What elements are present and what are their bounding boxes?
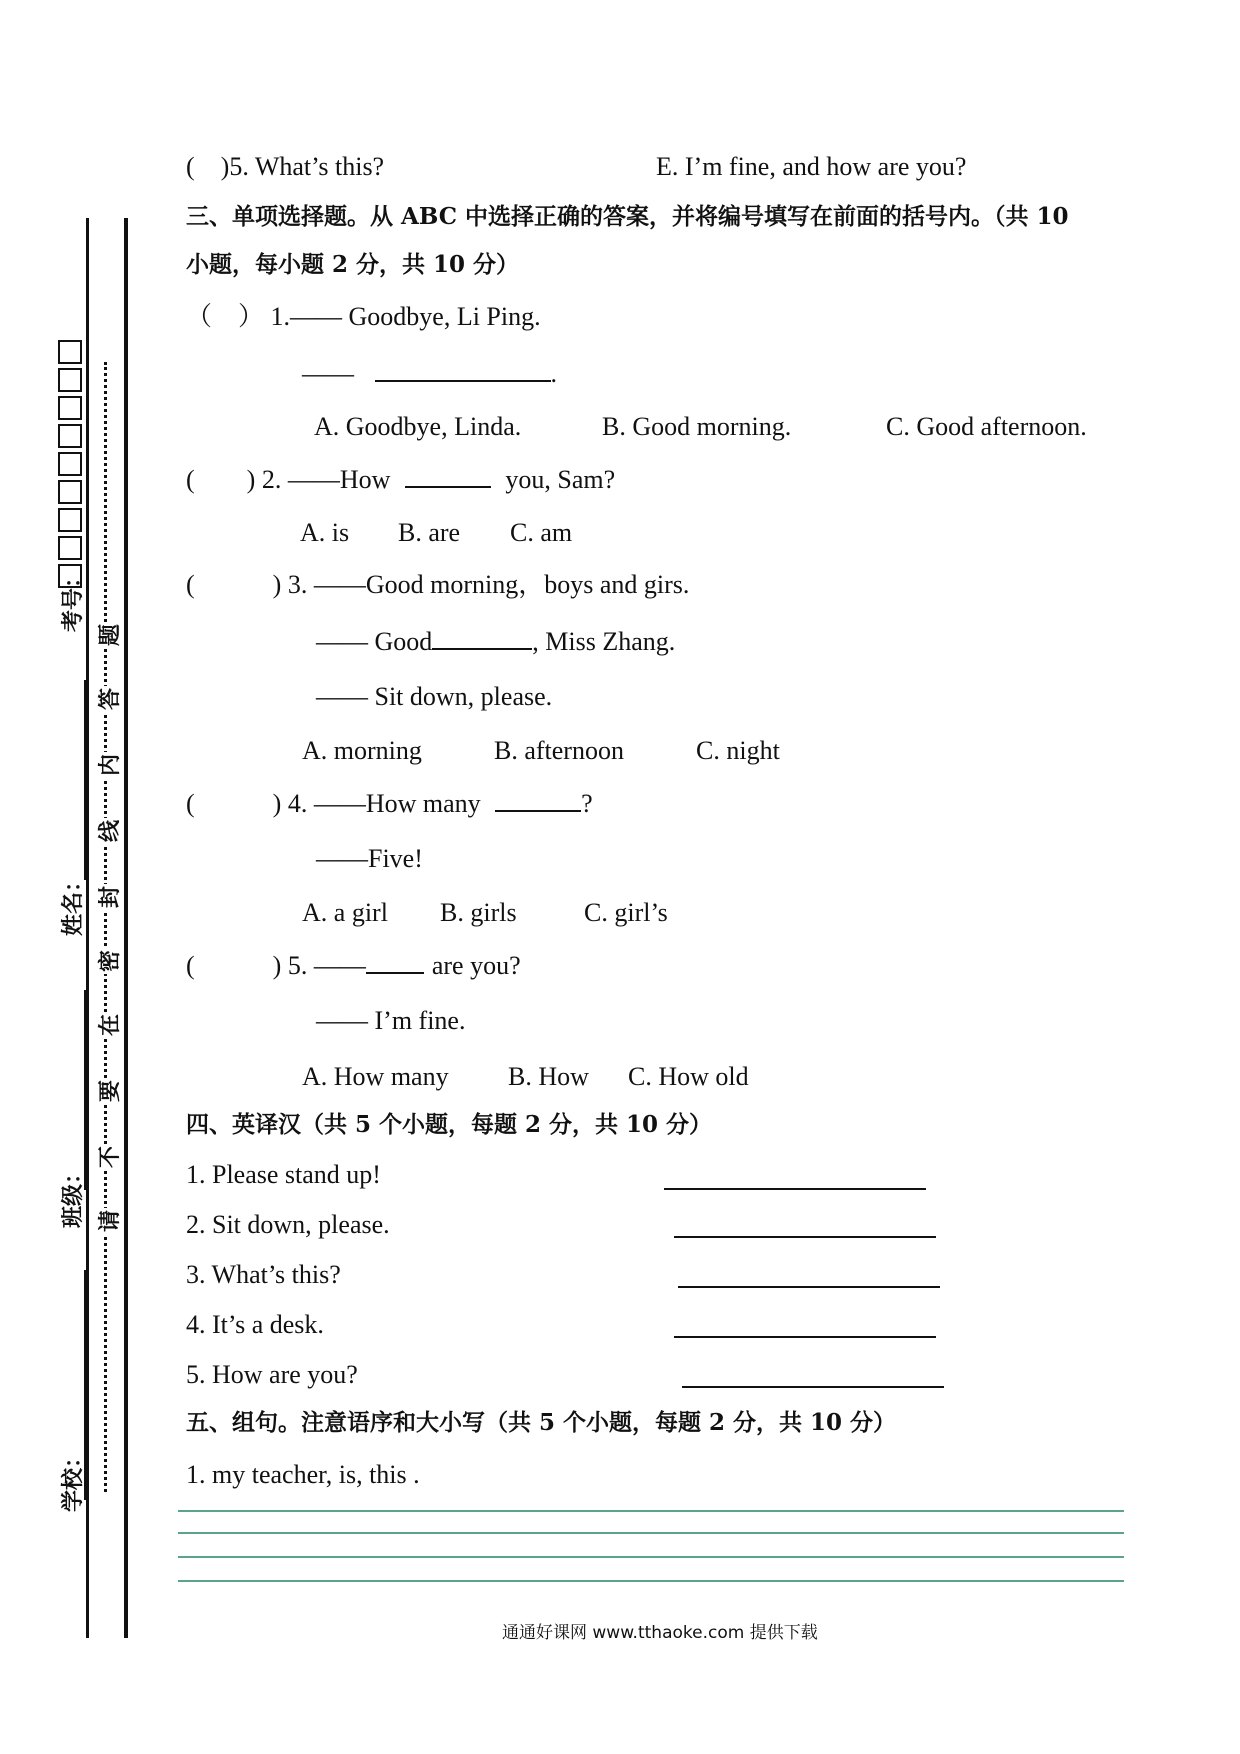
q5-reply: —— I’m fine. [316, 1006, 466, 1035]
q3-option-c: C. night [696, 736, 780, 765]
section5-heading: 五、组句。注意语序和大小写（共 5 个小题，每题 2 分，共 10 分） [186, 1409, 897, 1436]
q3-option-b: B. afternoon [494, 736, 624, 765]
q3-blank[interactable] [432, 626, 532, 650]
q2-option-a: A. is [300, 518, 350, 547]
q2-stem-start: ( ) 2. ——How [186, 465, 391, 494]
q5-stem-end: are you? [431, 951, 521, 980]
translate-item-3: 3. What’s this? [186, 1260, 341, 1289]
q1-blank[interactable] [375, 358, 551, 382]
translate-item-2: 2. Sit down, please. [186, 1210, 390, 1239]
exam-number-box[interactable] [58, 536, 82, 560]
answer-line-5[interactable] [682, 1386, 944, 1388]
q5-option-b: B. How [508, 1062, 589, 1091]
seal-char: 请 [98, 1210, 123, 1233]
q2-stem-end: you, Sam? [505, 465, 616, 494]
school-label: 学校： [61, 1445, 86, 1512]
q2-blank[interactable] [405, 464, 491, 488]
seal-char: 内 [98, 754, 123, 777]
q4-option-b: B. girls [440, 898, 517, 927]
answer-line-3[interactable] [678, 1286, 940, 1288]
seal-char: 题 [98, 624, 123, 647]
section3-heading-cont: 小题，每小题 2 分，共 10 分） [186, 251, 520, 278]
q1-reply-dash: —— [302, 359, 354, 388]
translate-item-5: 5. How are you? [186, 1360, 358, 1389]
q2-option-b: B. are [398, 518, 461, 547]
q4-option-c: C. girl’s [584, 898, 668, 927]
reorder-item-1: 1. my teacher, is, this . [186, 1460, 420, 1489]
q2-option-c: C. am [510, 518, 573, 547]
section3-heading: 三、单项选择题。从 ABC 中选择正确的答案，并将编号填写在前面的括号内。（共 10 [186, 203, 1069, 230]
class-field-line[interactable] [84, 990, 86, 1190]
exam-number-box[interactable] [58, 368, 82, 392]
q1-option-a: A. Goodbye, Linda. [314, 412, 522, 441]
q3-reply-1-end: , Miss Zhang. [532, 627, 676, 656]
q5-blank[interactable] [366, 950, 424, 974]
q2-stem [186, 464, 615, 495]
q1-option-c: C. Good afternoon. [886, 412, 1087, 441]
q5-stem [186, 950, 521, 981]
exam-number-box[interactable] [58, 452, 82, 476]
answer-line-4[interactable] [674, 1336, 936, 1338]
q3-stem: ( ) 3. ——Good morning，boys and girs. [186, 570, 690, 599]
seal-char: 在 [98, 1014, 123, 1037]
q4-stem [186, 788, 593, 819]
q1-reply-end: . [550, 359, 557, 388]
q4-blank[interactable] [495, 788, 581, 812]
writing-guide-line[interactable] [178, 1532, 1124, 1534]
translate-item-4: 4. It’s a desk. [186, 1310, 324, 1339]
q3-reply-1 [316, 626, 675, 657]
q3-reply-2: —— Sit down, please. [316, 682, 553, 711]
q5-option-c: C. How old [628, 1062, 749, 1091]
exam-number-box[interactable] [58, 508, 82, 532]
writing-guide-line[interactable] [178, 1580, 1124, 1582]
q1-reply [302, 358, 557, 389]
q1-stem: （ ） 1.—— Goodbye, Li Ping. [186, 302, 541, 331]
q1-option-b: B. Good morning. [602, 412, 792, 441]
q4-option-a: A. a girl [302, 898, 388, 927]
q5-option-a: A. How many [302, 1062, 449, 1091]
prev-question-5: ( )5. What’s this? [186, 152, 385, 181]
class-label: 班级： [61, 1161, 86, 1228]
name-label: 姓名： [61, 869, 86, 936]
seal-char: 密 [98, 950, 123, 973]
seal-char: 要 [98, 1080, 123, 1103]
seal-char: 答 [98, 688, 123, 711]
q3-reply-1-start: —— Good [316, 627, 433, 656]
section4-heading: 四、英译汉（共 5 个小题，每题 2 分，共 10 分） [186, 1111, 713, 1138]
exam-number-box[interactable] [58, 480, 82, 504]
q4-stem-start: ( ) 4. ——How many [186, 789, 481, 818]
footer-source: 通通好课网 www.tthaoke.com 提供下载 [502, 1623, 818, 1643]
q4-reply: ——Five! [316, 844, 423, 873]
prev-option-e: E. I’m fine, and how are you? [656, 152, 967, 181]
q3-option-a: A. morning [302, 736, 422, 765]
exam-number-box[interactable] [58, 396, 82, 420]
q4-stem-end: ? [581, 789, 593, 818]
answer-line-2[interactable] [674, 1236, 936, 1238]
seal-char: 线 [98, 820, 123, 843]
answer-line-1[interactable] [664, 1188, 926, 1190]
exam-number-label: 考号： [61, 565, 86, 632]
seal-dotted-line [104, 362, 115, 1492]
name-field-line[interactable] [84, 680, 86, 880]
seal-char: 不 [98, 1146, 123, 1169]
writing-guide-line[interactable] [178, 1556, 1124, 1558]
exam-number-box[interactable] [58, 424, 82, 448]
q5-stem-start: ( ) 5. —— [186, 951, 366, 980]
binding-border-thick [124, 218, 128, 1638]
writing-guide-line[interactable] [178, 1510, 1124, 1512]
exam-number-box[interactable] [58, 340, 82, 364]
translate-item-1: 1. Please stand up! [186, 1160, 381, 1189]
seal-char: 封 [98, 886, 123, 909]
